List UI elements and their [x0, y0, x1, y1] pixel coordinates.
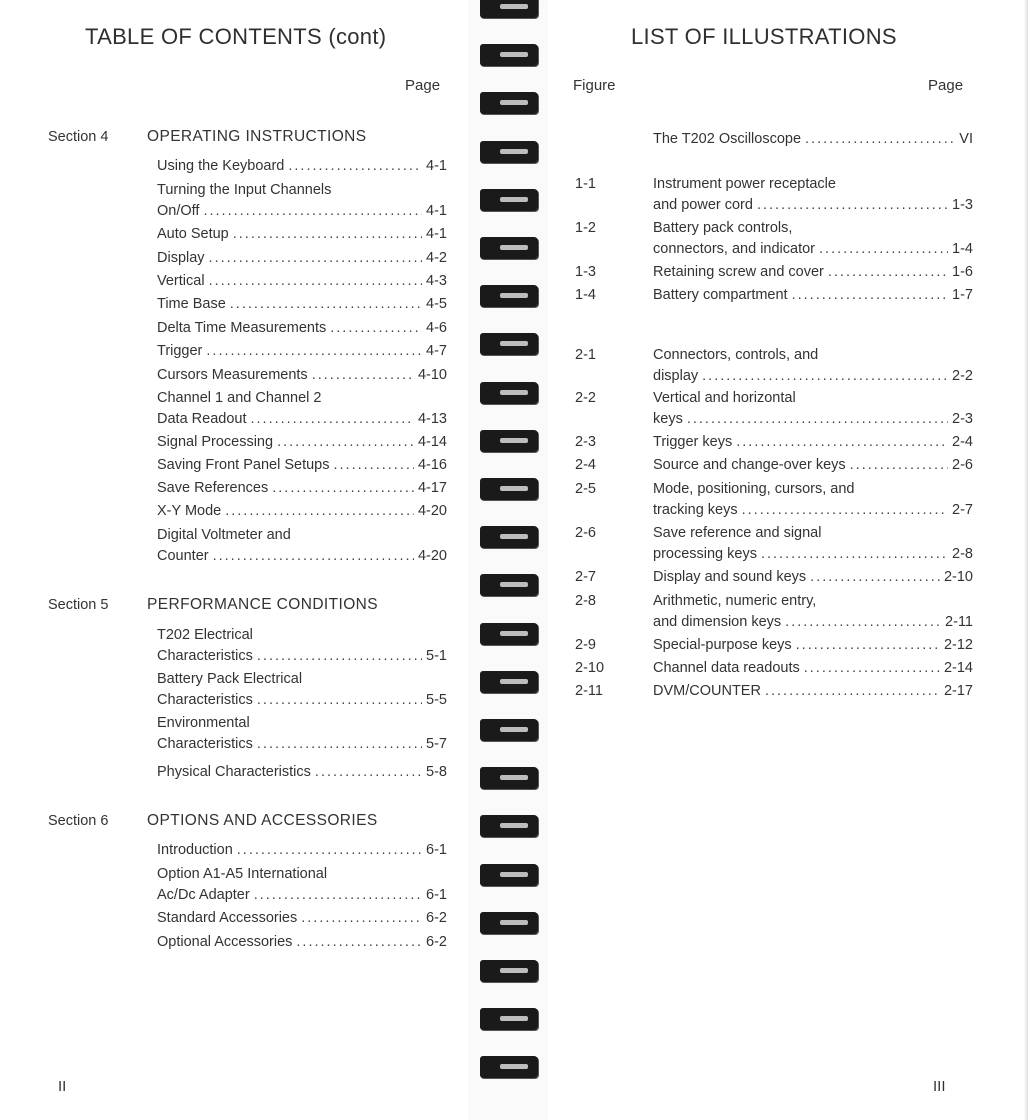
figure-caption: DVM/COUNTER: [653, 683, 761, 699]
binding-ring: [480, 189, 538, 211]
leader-dots: [213, 546, 414, 567]
toc-entry: [157, 248, 447, 269]
toc-entry-row: [157, 271, 447, 292]
figure-caption: Connectors, controls, and: [653, 347, 819, 363]
figure-caption: processing keys: [653, 546, 757, 562]
toc-entry-page: 6-2: [426, 910, 447, 926]
toc-entry-text: Ac/Dc Adapter: [157, 887, 250, 903]
figure-number: 1-2: [575, 220, 596, 236]
figure-page: 2-2: [952, 368, 973, 384]
figure-number: 2-10: [575, 660, 605, 676]
toc-entry-text: Optional Accessories: [157, 934, 293, 950]
leader-dots: [819, 239, 948, 260]
binding-ring: [480, 141, 538, 163]
binding-ring: [480, 382, 538, 404]
figure-page: 1-4: [952, 241, 973, 257]
figure-entry: [653, 479, 973, 521]
figure-page: 2-6: [952, 457, 973, 473]
section-label: Section 6: [48, 813, 109, 829]
leader-dots: [257, 646, 422, 667]
figure-row: [653, 455, 973, 476]
leader-dots: [828, 262, 948, 283]
toc-entry-text: Counter: [157, 548, 209, 564]
toc-page-header: Page: [405, 77, 441, 94]
figure-caption: The T202 Oscilloscope: [653, 131, 802, 147]
section-title: PERFORMANCE CONDITIONS: [147, 596, 378, 613]
right-page: [548, 0, 1028, 1120]
toc-entry: [157, 271, 447, 292]
toc-entry: [157, 224, 447, 245]
figure-caption: Battery pack controls,: [653, 220, 793, 236]
figure-caption: Source and change-over keys: [653, 457, 846, 473]
leader-dots: [742, 500, 948, 521]
toc-entry: [157, 864, 447, 906]
toc-entry-text: Delta Time Measurements: [157, 320, 327, 336]
figure-header: Figure: [573, 77, 616, 94]
figure-entry: [653, 174, 973, 216]
figure-caption: connectors, and indicator: [653, 241, 816, 257]
binding-ring: [480, 912, 538, 934]
toc-entry: [157, 432, 447, 453]
toc-entry-row: [157, 646, 447, 667]
figure-caption: and dimension keys: [653, 614, 782, 630]
figure-number: 1-3: [575, 264, 596, 280]
binding-ring: [480, 478, 538, 500]
leader-dots: [687, 409, 948, 430]
binding-ring: [480, 960, 538, 982]
toc-entry-page: 5-7: [426, 736, 447, 752]
spiral-binding: [468, 0, 548, 1120]
toc-entry: [157, 365, 447, 386]
toc-entry-page: 4-14: [417, 434, 447, 450]
figure-caption: Display and sound keys: [653, 569, 807, 585]
right-page-number: III: [933, 1078, 946, 1095]
leader-dots: [850, 455, 948, 476]
leader-dots: [792, 285, 948, 306]
binding-ring: [480, 526, 538, 548]
leader-dots: [272, 478, 414, 499]
toc-entry-page: 4-1: [426, 158, 447, 174]
toc-entry-text: T202 Electrical: [157, 627, 253, 643]
figure-entry: [653, 455, 973, 476]
toc-entry: [157, 669, 447, 711]
figure-row: [653, 285, 973, 306]
toc-entry: [157, 908, 447, 929]
leader-dots: [277, 432, 414, 453]
leader-dots: [765, 681, 940, 702]
toc-entry-page: 5-1: [426, 648, 447, 664]
toc-entry-page: 4-17: [417, 480, 447, 496]
toc-entry: [157, 478, 447, 499]
figure-page: 2-12: [943, 637, 973, 653]
toc-entry-row: [157, 201, 447, 222]
toc-entry-row: [157, 248, 447, 269]
figure-row: [653, 567, 973, 588]
toc-entry-page: 6-1: [426, 887, 447, 903]
toc-entry-text: Introduction: [157, 842, 233, 858]
toc-entry-text: Signal Processing: [157, 434, 274, 450]
figure-entry: [653, 658, 973, 679]
figure-page: 1-3: [952, 197, 973, 213]
figure-entry: [653, 285, 973, 306]
figure-row: [653, 432, 973, 453]
toc-entry-text: Digital Voltmeter and: [157, 527, 291, 543]
toc-entry-page: 4-2: [426, 250, 447, 266]
toc-entry-row: [157, 432, 447, 453]
toc-entry-row: [157, 762, 447, 783]
section-label: Section 5: [48, 597, 109, 613]
figure-row: [653, 195, 973, 216]
figure-caption: Retaining screw and cover: [653, 264, 824, 280]
toc-entry-row: [157, 341, 447, 362]
toc-entry-row: [157, 840, 447, 861]
figure-row: [653, 366, 973, 387]
figure-entry: [653, 681, 973, 702]
toc-entry-row: [157, 318, 447, 339]
leader-dots: [334, 455, 414, 476]
leader-dots: [301, 908, 422, 929]
figure-entry: [653, 262, 973, 283]
figure-caption: and power cord: [653, 197, 753, 213]
toc-entry-row: [157, 156, 447, 177]
binding-ring: [480, 0, 538, 18]
leader-dots: [757, 195, 948, 216]
leader-dots: [257, 690, 422, 711]
leader-dots: [702, 366, 948, 387]
figure-caption: tracking keys: [653, 502, 738, 518]
binding-ring: [480, 671, 538, 693]
leader-dots: [330, 318, 422, 339]
binding-ring: [480, 285, 538, 307]
toc-entry-text: Using the Keyboard: [157, 158, 285, 174]
toc-entry: [157, 762, 447, 783]
figure-row: [653, 635, 973, 656]
figure-number: 2-3: [575, 434, 596, 450]
leader-dots: [209, 271, 422, 292]
toc-entry-page: 4-3: [426, 273, 447, 289]
toc-entry-row: [157, 365, 447, 386]
section-label: Section 4: [48, 129, 109, 145]
toc-entry: [157, 156, 447, 177]
figure-number: 2-8: [575, 593, 596, 609]
leader-dots: [315, 762, 422, 783]
figure-number: 2-11: [575, 683, 603, 699]
toc-entry-row: [157, 932, 447, 953]
figure-page: 1-6: [952, 264, 973, 280]
toc-entry-page: 4-20: [417, 503, 447, 519]
figure-page: 2-7: [952, 502, 973, 518]
toc-entry-text: Vertical: [157, 273, 205, 289]
figure-number: 2-5: [575, 481, 596, 497]
binding-ring: [480, 574, 538, 596]
figure-page: 2-8: [952, 546, 973, 562]
toc-entry-row: [157, 908, 447, 929]
leader-dots: [296, 932, 422, 953]
toc-entry-page: 4-10: [417, 367, 447, 383]
leader-dots: [254, 885, 422, 906]
toc-entry-text: Turning the Input Channels: [157, 182, 332, 198]
toc-entry-row: [157, 409, 447, 430]
leader-dots: [736, 432, 948, 453]
toc-entry-page: 6-1: [426, 842, 447, 858]
figure-entry: [653, 388, 973, 430]
toc-entry-row: [157, 294, 447, 315]
toc-entry: [157, 180, 447, 222]
toc-entry-text: Characteristics: [157, 692, 253, 708]
toc-entry-page: 4-7: [426, 343, 447, 359]
figure-entry: [653, 218, 973, 260]
toc-entry-page: 5-5: [426, 692, 447, 708]
figure-page: 1-7: [952, 287, 973, 303]
figure-row: [653, 658, 973, 679]
binding-ring: [480, 1008, 538, 1030]
toc-entry-row: [157, 478, 447, 499]
leader-dots: [203, 201, 422, 222]
leader-dots: [785, 612, 941, 633]
leader-dots: [312, 365, 414, 386]
binding-ring: [480, 333, 538, 355]
figure-caption: Battery compartment: [653, 287, 788, 303]
figure-entry: [653, 523, 973, 565]
toc-entry-text: Save References: [157, 480, 269, 496]
binding-ring: [480, 44, 538, 66]
toc-entry-page: 4-1: [426, 203, 447, 219]
toc-entry: [157, 525, 447, 567]
toc-entry: [157, 625, 447, 667]
binding-ring: [480, 864, 538, 886]
toc-entry: [157, 501, 447, 522]
toc-entry-text: Auto Setup: [157, 226, 229, 242]
toc-entry-row: [157, 455, 447, 476]
section-title: OPTIONS AND ACCESSORIES: [147, 812, 378, 829]
figure-entry: [653, 591, 973, 633]
toc-entry: [157, 318, 447, 339]
figure-row: [653, 681, 973, 702]
toc-entry-text: X-Y Mode: [157, 503, 222, 519]
figure-page: 2-10: [943, 569, 973, 585]
figure-number: 2-1: [575, 347, 596, 363]
toc-entry-text: Channel 1 and Channel 2: [157, 390, 322, 406]
figure-number: 1-4: [575, 287, 596, 303]
toc-entry: [157, 341, 447, 362]
toc-entry: [157, 455, 447, 476]
toc-entry-page: 4-1: [426, 226, 447, 242]
toc-entry-text: Time Base: [157, 296, 226, 312]
toc-entry-page: 4-13: [417, 411, 447, 427]
toc-entry-text: Characteristics: [157, 736, 253, 752]
leader-dots: [237, 840, 422, 861]
figure-row: [653, 500, 973, 521]
binding-ring: [480, 815, 538, 837]
toc-entry-page: 4-16: [417, 457, 447, 473]
leader-dots: [233, 224, 422, 245]
toc-entry: [157, 294, 447, 315]
toc-entry-page: 4-20: [417, 548, 447, 564]
figure-entry: [653, 345, 973, 387]
toc-entry-text: Battery Pack Electrical: [157, 671, 303, 687]
figure-caption: Instrument power receptacle: [653, 176, 836, 192]
figure-caption: display: [653, 368, 699, 384]
figure-number: 2-9: [575, 637, 596, 653]
toc-entry-text: Cursors Measurements: [157, 367, 308, 383]
leader-dots: [796, 635, 940, 656]
toc-entry-text: Standard Accessories: [157, 910, 298, 926]
leader-dots: [288, 156, 422, 177]
leader-dots: [810, 567, 940, 588]
toc-entry-text: Option A1-A5 International: [157, 866, 328, 882]
toc-entry-row: [157, 224, 447, 245]
leader-dots: [257, 734, 422, 755]
leader-dots: [209, 248, 422, 269]
toc-entry: [157, 388, 447, 430]
binding-ring: [480, 1056, 538, 1078]
toc-entry-text: On/Off: [157, 203, 200, 219]
figure-page: 2-17: [943, 683, 973, 699]
toc-entry-page: 5-8: [426, 764, 447, 780]
toc-entry-text: Saving Front Panel Setups: [157, 457, 330, 473]
illustrations-page-header: Page: [928, 77, 964, 94]
leader-dots: [206, 341, 422, 362]
figure-page: 2-14: [943, 660, 973, 676]
section-title: OPERATING INSTRUCTIONS: [147, 128, 367, 145]
toc-entry: [157, 932, 447, 953]
figure-caption: Special-purpose keys: [653, 637, 792, 653]
figure-caption: Mode, positioning, cursors, and: [653, 481, 855, 497]
binding-ring: [480, 767, 538, 789]
figure-number: 2-4: [575, 457, 596, 473]
figure-entry: [653, 567, 973, 588]
leader-dots: [761, 544, 948, 565]
binding-ring: [480, 92, 538, 114]
figure-row: [653, 239, 973, 260]
figure-page: 2-3: [952, 411, 973, 427]
toc-entry-row: [157, 885, 447, 906]
figure-entry: [653, 635, 973, 656]
binding-ring: [480, 430, 538, 452]
toc-entry-text: Trigger: [157, 343, 203, 359]
leader-dots: [805, 129, 955, 150]
figure-entry: [653, 432, 973, 453]
binding-ring: [480, 237, 538, 259]
toc-entry-row: [157, 501, 447, 522]
figure-caption: Save reference and signal: [653, 525, 822, 541]
binding-ring: [480, 623, 538, 645]
figure-number: 2-7: [575, 569, 596, 585]
toc-entry-page: 6-2: [426, 934, 447, 950]
toc-entry-page: 4-6: [426, 320, 447, 336]
toc-entry-text: Physical Characteristics: [157, 764, 311, 780]
figure-row: [653, 612, 973, 633]
toc-entry-page: 4-5: [426, 296, 447, 312]
toc-entry-row: [157, 734, 447, 755]
figure-caption: Vertical and horizontal: [653, 390, 796, 406]
left-page: [0, 0, 468, 1120]
figure-caption: Arithmetic, numeric entry,: [653, 593, 817, 609]
binding-ring: [480, 719, 538, 741]
toc-entry-row: [157, 546, 447, 567]
left-page-number: II: [58, 1078, 67, 1095]
figure-row: [653, 544, 973, 565]
figure-number: 1-1: [575, 176, 596, 192]
toc-entry: [157, 713, 447, 755]
leader-dots: [225, 501, 414, 522]
leader-dots: [230, 294, 422, 315]
figure-page: 2-11: [945, 614, 973, 630]
toc-entry-text: Characteristics: [157, 648, 253, 664]
leader-dots: [250, 409, 413, 430]
figure-page: 2-4: [952, 434, 973, 450]
toc-title: TABLE OF CONTENTS (cont): [85, 24, 387, 49]
figure-caption: Channel data readouts: [653, 660, 800, 676]
figure-caption: keys: [653, 411, 683, 427]
toc-entry-text: Environmental: [157, 715, 250, 731]
illustrations-title: LIST OF ILLUSTRATIONS: [631, 24, 897, 49]
figure-page: VI: [959, 131, 973, 147]
toc-entry-row: [157, 690, 447, 711]
leader-dots: [804, 658, 940, 679]
figure-entry: [653, 129, 973, 150]
figure-row: [653, 409, 973, 430]
figure-number: 2-2: [575, 390, 596, 406]
figure-number: 2-6: [575, 525, 596, 541]
toc-entry-text: Data Readout: [157, 411, 247, 427]
toc-entry: [157, 840, 447, 861]
page-edge: [1024, 0, 1028, 1120]
figure-row: [653, 129, 973, 150]
figure-row: [653, 262, 973, 283]
figure-caption: Trigger keys: [653, 434, 733, 450]
toc-entry-text: Display: [157, 250, 205, 266]
